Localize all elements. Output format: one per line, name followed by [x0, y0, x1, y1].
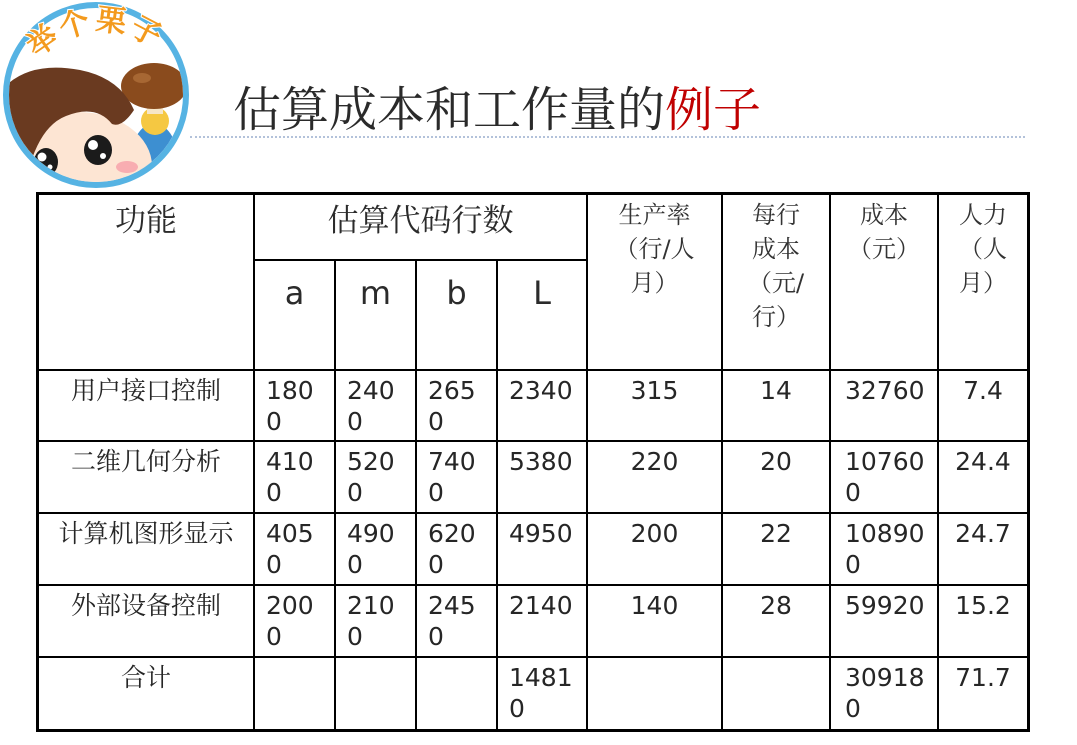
mascot-eye	[84, 135, 112, 165]
cell-cost-per-line: 20	[723, 442, 829, 512]
header-effort: 人力 （人 月）	[939, 195, 1027, 369]
mascot-illustration	[0, 63, 187, 195]
cell-productivity: 315	[588, 371, 721, 440]
cell-cost: 309180	[831, 658, 937, 729]
cell-cost-per-line: 22	[723, 514, 829, 584]
eye-sparkle	[100, 153, 106, 159]
cell-productivity	[588, 658, 721, 729]
cell-loc-a: 1800	[255, 371, 334, 440]
cell-productivity: 140	[588, 586, 721, 656]
cell-cost: 108900	[831, 514, 937, 584]
row-function-name: 计算机图形显示	[39, 514, 253, 584]
row-function-name: 用户接口控制	[39, 371, 253, 440]
header-cost-per-line: 每行 成本 （元/ 行）	[723, 195, 829, 369]
cell-cost-per-line: 14	[723, 371, 829, 440]
row-function-name: 合计	[39, 658, 253, 729]
mushroom-cap-shine	[133, 73, 151, 83]
cell-productivity: 220	[588, 442, 721, 512]
header-loc-m: m	[336, 261, 415, 369]
slide-title	[233, 82, 761, 138]
mushroom-cap	[121, 63, 187, 109]
cell-effort: 24.4	[939, 442, 1027, 512]
cell-loc-b	[417, 658, 496, 729]
cell-loc-m	[336, 658, 415, 729]
eye-sparkle	[88, 140, 98, 150]
eye-sparkle	[38, 153, 47, 162]
cell-loc-L: 14810	[498, 658, 586, 729]
row-function-name: 二维几何分析	[39, 442, 253, 512]
cell-loc-L: 4950	[498, 514, 586, 584]
cell-effort: 71.7	[939, 658, 1027, 729]
cell-loc-a: 2000	[255, 586, 334, 656]
cell-loc-b: 7400	[417, 442, 496, 512]
cell-cost-per-line	[723, 658, 829, 729]
cell-effort: 7.4	[939, 371, 1027, 440]
header-estimated-loc: 估算代码行数	[255, 195, 586, 259]
logo-text: 举个栗子	[20, 2, 170, 65]
cell-cost: 32760	[831, 371, 937, 440]
mascot-cheek	[116, 161, 138, 173]
cell-loc-m: 2400	[336, 371, 415, 440]
example-logo	[0, 0, 195, 195]
cell-cost: 59920	[831, 586, 937, 656]
estimate-table	[36, 192, 1030, 732]
cell-effort: 15.2	[939, 586, 1027, 656]
cell-loc-m: 4900	[336, 514, 415, 584]
cell-cost: 107600	[831, 442, 937, 512]
title-main: 估算成本和工作量的	[233, 82, 666, 138]
eye-pupil	[84, 135, 112, 165]
cell-loc-L: 2340	[498, 371, 586, 440]
cell-loc-L: 5380	[498, 442, 586, 512]
row-function-name: 外部设备控制	[39, 586, 253, 656]
header-loc-a: a	[255, 261, 334, 369]
title-highlight: 例子	[665, 82, 762, 138]
header-function: 功能	[39, 195, 253, 369]
cell-loc-L: 2140	[498, 586, 586, 656]
cell-loc-a: 4050	[255, 514, 334, 584]
header-loc-b: b	[417, 261, 496, 369]
cell-loc-b: 6200	[417, 514, 496, 584]
cell-loc-m: 5200	[336, 442, 415, 512]
cell-effort: 24.7	[939, 514, 1027, 584]
cell-cost-per-line: 28	[723, 586, 829, 656]
cell-loc-a	[255, 658, 334, 729]
cell-loc-a: 4100	[255, 442, 334, 512]
cell-productivity: 200	[588, 514, 721, 584]
header-loc-L: L	[498, 261, 586, 369]
header-cost: 成本 （元）	[831, 195, 937, 369]
title-divider	[190, 136, 1025, 138]
cell-loc-b: 2650	[417, 371, 496, 440]
header-productivity: 生产率 （行/人 月）	[588, 195, 721, 369]
cell-loc-m: 2100	[336, 586, 415, 656]
cell-loc-b: 2450	[417, 586, 496, 656]
